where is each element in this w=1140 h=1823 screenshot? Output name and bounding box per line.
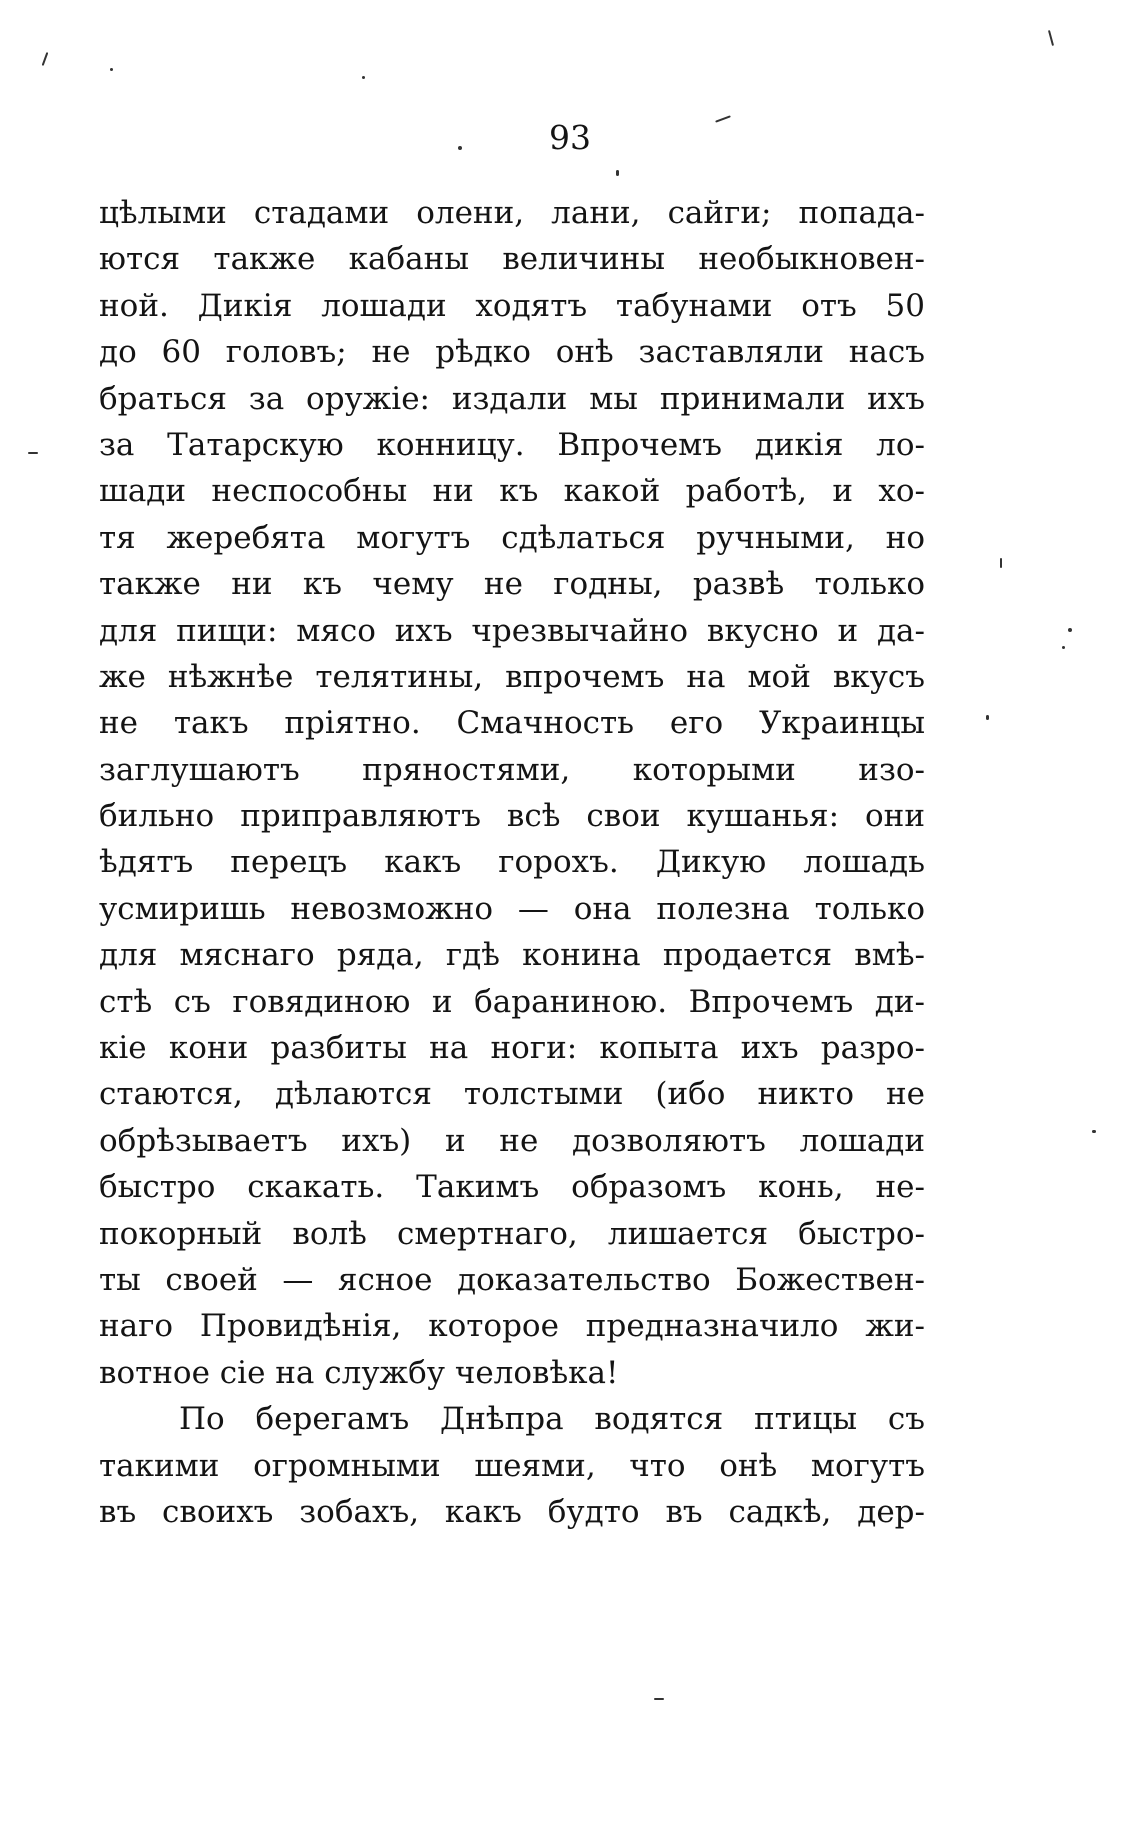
- text-line: покорный волѣ смертнаго, лишается быстро-: [99, 1215, 925, 1252]
- text-line: для пищи: мясо ихъ чрезвычайно вкусно и да-: [99, 612, 925, 649]
- text-line: стаются, дѣлаются толстыми (ибо никто не: [99, 1076, 925, 1113]
- text-line: для мяснаго ряда, гдѣ конина продается вмѣ-: [99, 937, 925, 974]
- text-line: браться за оружіе: издали мы принимали ихъ: [99, 380, 925, 417]
- text-line: усмиришь невозможно — она полезна только: [99, 890, 925, 927]
- scan-mark: [42, 52, 49, 66]
- scan-mark: [110, 68, 113, 71]
- text-line: ѣдятъ перецъ какъ горохъ. Дикую лошадь: [99, 844, 925, 881]
- scan-mark: [616, 170, 619, 176]
- scan-mark: [362, 76, 365, 79]
- text-line: также ни къ чему не годны, развѣ только: [99, 566, 925, 603]
- text-line: быстро скакать. Такимъ образомъ конь, не-: [99, 1169, 925, 1206]
- text-line: вотное сіе на службу человѣка!: [99, 1354, 619, 1391]
- text-line: стѣ съ говядиною и бараниною. Впрочемъ ди-: [99, 983, 925, 1020]
- text-line: ной. Дикія лошади ходятъ табунами отъ 50: [99, 287, 925, 324]
- text-line: обрѣзываетъ ихъ) и не дозволяютъ лошади: [99, 1122, 925, 1159]
- text-line: до 60 головъ; не рѣдко онѣ заставляли насъ: [99, 334, 925, 371]
- paragraph: [99, 1396, 925, 1535]
- text-line: заглушаютъ пряностями, которыми изо-: [99, 751, 925, 788]
- page-number: 93: [549, 118, 591, 157]
- text-line: наго Провидѣнія, которое предназначило жи-: [99, 1308, 925, 1345]
- scan-mark: [986, 715, 989, 720]
- text-line: По берегамъ Днѣпра водятся птицы съ: [179, 1401, 925, 1438]
- text-line: шади неспособны ни къ какой работѣ, и хо-: [99, 473, 925, 510]
- body-text: [99, 190, 925, 1535]
- scan-mark: [1062, 646, 1065, 649]
- text-line: же нѣжнѣе телятины, впрочемъ на мой вкусъ: [99, 658, 925, 695]
- text-line: въ своихъ зобахъ, какъ будто въ садкѣ, дер-: [99, 1493, 925, 1530]
- text-line: бильно приправляютъ всѣ свои кушанья: они: [99, 798, 925, 835]
- text-line: кіе кони разбиты на ноги: копыта ихъ разро-: [99, 1030, 925, 1067]
- scan-mark: [1000, 558, 1002, 568]
- scan-mark: [654, 1698, 664, 1700]
- scan-mark: [1048, 30, 1054, 46]
- scan-mark: [458, 146, 462, 150]
- text-line: ты своей — ясное доказательство Божествен-: [99, 1261, 925, 1298]
- text-line: цѣлыми стадами олени, лани, сайги; попада-: [99, 195, 925, 231]
- scan-mark: [1092, 1130, 1096, 1133]
- text-line: ются также кабаны величины необыкновен-: [99, 241, 925, 278]
- paragraph: [99, 190, 925, 1396]
- scan-mark: [28, 452, 38, 454]
- scan-mark: [1068, 628, 1072, 632]
- text-line: такими огромными шеями, что онѣ могутъ: [99, 1447, 925, 1484]
- text-line: за Татарскую конницу. Впрочемъ дикія ло-: [99, 426, 925, 463]
- text-line: тя жеребята могутъ сдѣлаться ручными, но: [99, 519, 925, 556]
- text-line: не такъ пріятно. Смачность его Украинцы: [99, 705, 925, 742]
